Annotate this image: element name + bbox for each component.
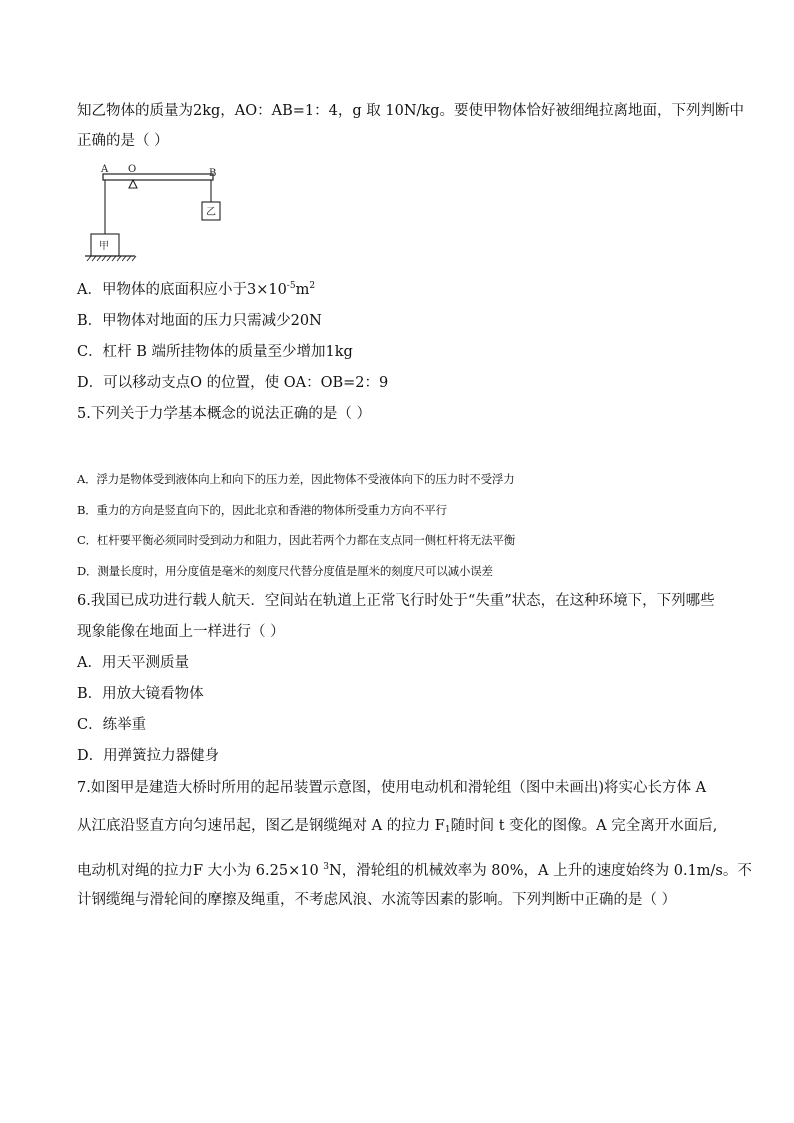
box-yi-label: 乙 [206, 207, 216, 218]
q5-option-b: B．重力的方向是竖直向下的，因此北京和香港的物体所受重力方向不平行 [77, 503, 447, 517]
q4-option-a [77, 276, 315, 300]
q4-option-c: C．杠杆 B 端所挂物体的质量至少增加1kg [77, 344, 353, 360]
q4-option-a-unit: m [295, 282, 310, 298]
q6-option-d: D．用弹簧拉力器健身 [77, 748, 220, 764]
q5-option-a: A．浮力是物体受到液体向上和向下的压力差，因此物体不受液体向下的压力时不受浮力 [77, 472, 515, 486]
q7-line-2-post: 随时间 t 变化的图像。A 完全离开水面后, [450, 818, 718, 834]
q6-option-a: A．用天平测质量 [77, 655, 189, 671]
q7-line-2 [77, 816, 717, 840]
q6-option-c: C．练举重 [77, 717, 147, 733]
q7-line-1: 7.如图甲是建造大桥时所用的起吊装置示意图，使用电动机和滑轮组（图中未画出)将实心长方体 A [77, 780, 707, 796]
q6-stem-line-1: 6.我国已成功进行载人航天．空间站在轨道上正常飞行时处于“失重”状态，在这种环境下，下列哪些 [77, 593, 715, 609]
q4-option-d: D．可以移动支点O 的位置，使 OA：OB=2：9 [77, 375, 389, 391]
ground-hatch [87, 256, 136, 261]
q4-option-a-unit-exp: 2 [309, 281, 316, 291]
q6-option-b: B．用放大镜看物体 [77, 686, 204, 702]
fulcrum [129, 180, 137, 188]
box-jia-label: 甲 [99, 241, 109, 252]
q5-option-c: C．杠杆要平衡必须同时受到动力和阻力，因此若两个力都在支点同一侧杠杆将无法平衡 [77, 533, 515, 547]
q5-option-d: D．测量长度时，用分度值是毫米的刻度尺代替分度值是厘米的刻度尺可以减小误差 [77, 564, 493, 578]
q7-line-3-sup: 3 [323, 862, 330, 872]
lever-diagram [85, 160, 235, 264]
label-o: O [128, 164, 137, 175]
q4-stem-line-1: 知乙物体的质量为2kg，AO：AB=1：4，g 取 10N/kg。要使甲物体恰好被细绳拉离地面，下列判断中 [77, 103, 744, 119]
q4-option-a-exp: -5 [286, 281, 296, 291]
q7-line-3-post: N，滑轮组的机械效率为 80%，A 上升的速度始终为 0.1m/s。不 [329, 863, 752, 879]
q7-line-2-sub: 1 [444, 825, 451, 835]
q5-stem: 5.下列关于力学基本概念的说法正确的是（ ） [77, 406, 371, 422]
q7-line-3 [77, 857, 752, 881]
label-b: B [209, 168, 217, 179]
q6-stem-line-2: 现象能像在地面上一样进行（ ） [77, 624, 285, 640]
q4-option-a-text: A．甲物体的底面积应小于3×10 [77, 282, 287, 298]
q7-line-2-pre: 从江底沿竖直方向匀速吊起，图乙是钢缆绳对 A 的拉力 F [77, 818, 445, 834]
q7-line-3-pre: 电动机对绳的拉力F 大小为 6.25×10 [77, 863, 324, 879]
lever-bar [103, 174, 213, 180]
q4-stem-line-2: 正确的是（ ） [77, 133, 169, 149]
q4-option-b: B．甲物体对地面的压力只需减少20N [77, 313, 322, 329]
label-a: A [101, 164, 109, 175]
q7-line-4: 计钢缆绳与滑轮间的摩擦及绳重，不考虑风浪、水流等因素的影响。下列判断中正确的是（ ） [77, 892, 677, 908]
